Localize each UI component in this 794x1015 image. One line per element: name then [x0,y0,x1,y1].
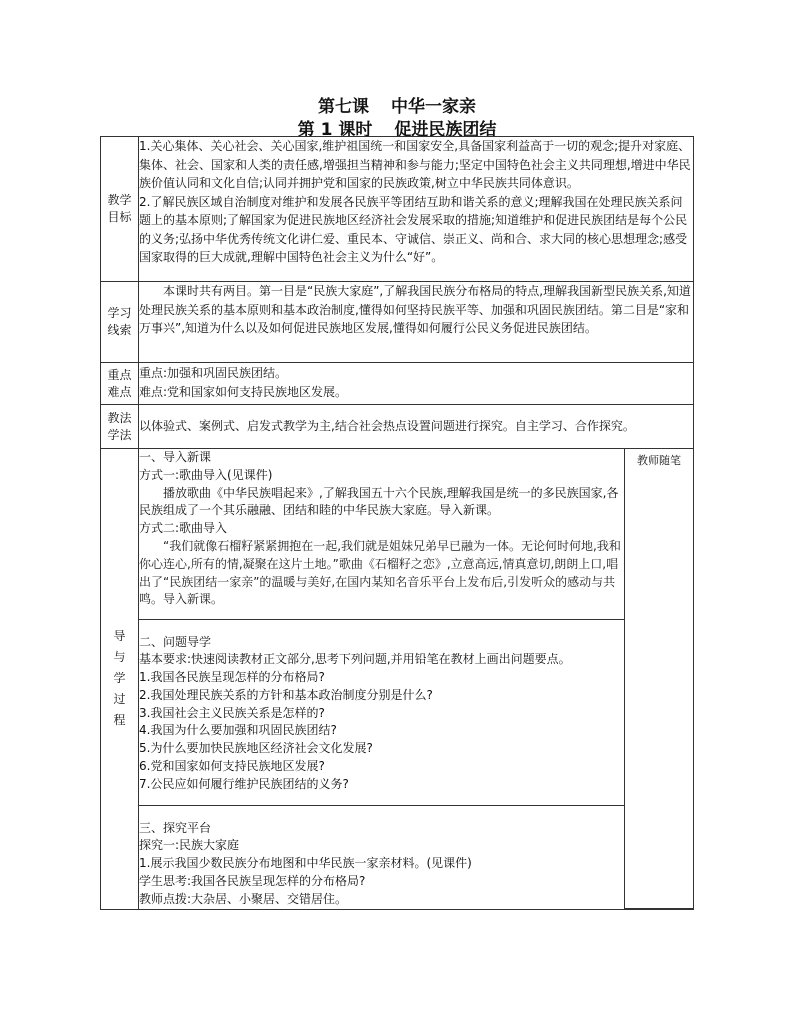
methods-label-2: 学法 [107,427,132,442]
process-label-5: 程 [113,713,126,728]
question-item: 6.党和国家如何支持民族地区发展? [139,759,325,774]
process-content [139,449,694,910]
clues-row [101,282,694,363]
section1-intro [139,449,625,619]
section1-title: 一、导入新课 [139,450,212,464]
keypoints-content [139,363,694,405]
goals-label-2: 目标 [107,210,132,224]
section2-row [139,619,693,805]
goals-label [101,137,139,282]
process-row [101,449,694,910]
lesson-name: 中华一家亲 [391,97,476,117]
keypoints-row [101,363,694,405]
student-think: 学生思考:我国各民族呈现怎样的分布格局? [139,873,366,888]
process-label-2: 与 [113,650,126,665]
goals-row [101,137,694,282]
methods-label [101,405,139,449]
clues-label [101,282,139,363]
clues-label-1: 学习 [107,306,132,320]
section1-row [139,449,693,619]
section2-intro: 基本要求:快速阅读教材正文部分,思考下列问题,并用铅笔在教材上画出问题要点。 [139,652,571,667]
lesson-number: 第七课 [318,97,369,117]
teacher-notes-header: 教师随笔 [637,454,681,467]
goal-2: 2.了解民族区域自治制度对维护和发展各民族平等团结互助和谐关系的意义;理解我国在处理民族关系问题上的基本原则;了解国家为促进民族地区经济社会发展采取的措施;知道维护和促进民族团结是每个公民的义务;弘扬中华优秀传统文化讲仁爱、重民本、守诚信、崇正义、尚和合、求大同的核心思想理念;感受国家取得的巨大成就,理解中国特色社会主义为什么“好”。 [139,194,688,264]
method1-text: 播放歌曲《中华民族唱起来》,了解我国五十六个民族,理解我国是统一的多民族国家,各民族组成了一个其乐融融、团结和睦的中华民族大家庭。导入新课。 [139,485,619,518]
period-number: 第 1 课时 [297,120,373,140]
keypoints-label-2: 难点 [107,384,132,399]
process-subtable [139,449,693,909]
method2-text: “我们就像石榴籽紧紧拥抱在一起,我们就是姐妹兄弟早已融为一体。无论何时何地,我和你心连心,所有的情,凝聚在这片土地。”歌曲《石榴籽之恋》,立意高远,情真意切,朗朗上口,唱出了“民族团结一家亲”的温暖与美好,在国内某知名音乐平台上发布后,引发听众的感动与共鸣。导入新课。 [139,538,621,607]
section3-title: 三、探究平台 [139,820,212,835]
lesson-plan-table [100,136,694,910]
explore1-item: 1.展示我国少数民族分布地图和中华民族一家亲材料。(见课件) [139,856,472,871]
question-item: 4.我国为什么要加强和巩固民族团结? [139,723,337,738]
methods-row [101,405,694,449]
clues-label-2: 线索 [107,323,132,337]
goals-content [139,137,694,282]
process-label-4: 过 [113,692,126,707]
question-item: 7.公民应如何履行维护民族团结的义务? [139,776,349,791]
clues-content [139,282,694,363]
process-label-1: 导 [113,629,126,644]
method2-title: 方式二:歌曲导入 [139,521,228,536]
method1-title: 方式一:歌曲导入(见课件) [139,467,273,482]
methods-text: 以体验式、案例式、启发式教学为主,结合社会热点设置问题进行探究。自主学习、合作探究。 [139,419,635,434]
process-label-3: 学 [113,671,126,686]
section3-row [139,805,693,908]
question-item: 5.为什么要加快民族地区经济社会文化发展? [139,741,373,756]
section2-questions [139,619,625,805]
teacher-notes-column [625,449,694,908]
explore1-title: 探究一:民族大家庭 [139,838,240,853]
teacher-guidance: 教师点拨:大杂居、小聚居、交错居住。 [139,891,348,906]
key-point: 重点:加强和巩固民族团结。 [139,366,288,380]
section2-title: 二、问题导学 [139,634,212,649]
question-item: 2.我国处理民族关系的方针和基本政治制度分别是什么? [139,687,433,702]
goal-1: 1.关心集体、关心社会、关心国家,维护祖国统一和国家安全,具备国家利益高于一切的观念;提升对家庭、集体、社会、国家和人类的责任感,增强担当精神和参与能力;坚定中国特色社会主义共同理想,增进中华民族价值认同和文化自信;认同并拥护党和国家的民族政策,树立中华民族共同体意识。 [139,139,691,190]
process-label [101,449,139,910]
period-name: 促进民族团结 [394,120,497,140]
question-item: 1.我国各民族呈现怎样的分布格局? [139,670,325,685]
methods-label-1: 教法 [107,410,132,425]
keypoints-label [101,363,139,405]
section3-explore [139,805,625,908]
lesson-title [0,92,794,117]
methods-content [139,405,694,449]
clues-text: 本课时共有两目。第一目是“民族大家庭”,了解我国民族分布格局的特点,理解我国新型民族关系,知道处理民族关系的基本原则和基本政治制度,懂得如何坚持民族平等、加强和巩固民族团结。第二目是“家和万事兴”,知道为什么以及如何促进民族地区发展,懂得如何履行公民义务促进民族团结。 [139,284,691,335]
goals-label-1: 教学 [107,193,132,207]
keypoints-label-1: 重点 [107,367,132,382]
difficult-point: 难点:党和国家如何支持民族地区发展。 [139,384,348,399]
question-item: 3.我国社会主义民族关系是怎样的? [139,705,325,720]
